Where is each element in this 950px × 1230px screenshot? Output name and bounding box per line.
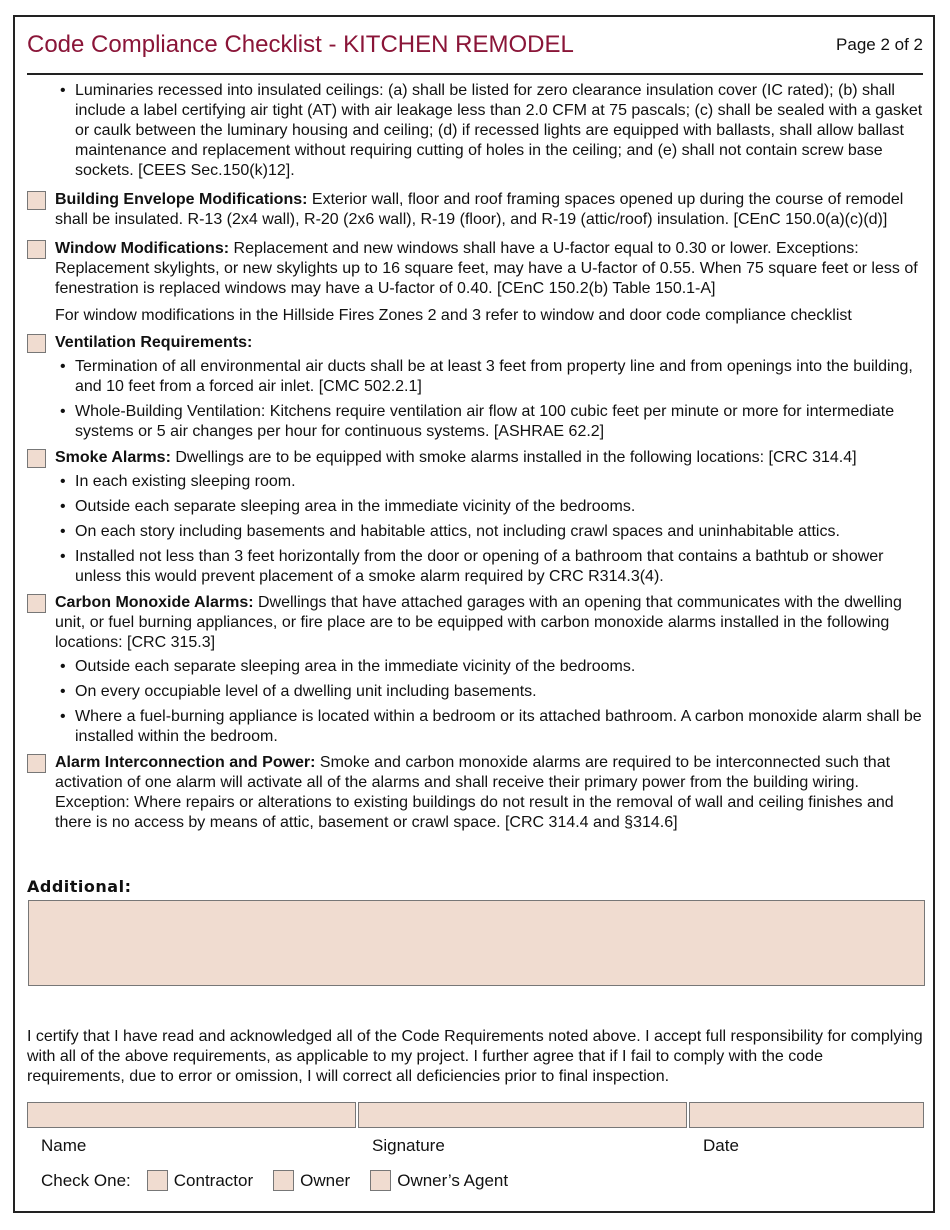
co-bullets (27, 657, 923, 747)
window-note: For window modifications in the Hillside Fires Zones 2 and 3 refer to window and door code compliance checklist (55, 307, 852, 324)
check-one-label: Check One: (41, 1170, 131, 1190)
checklist-item-envelope (27, 190, 923, 230)
list-item: • On each story including basements and habitable attics, not including crawl spaces and uninhabitable attics. (27, 522, 923, 542)
item-heading: Alarm Interconnection and Power: (55, 754, 316, 771)
date-label: Date (703, 1136, 739, 1155)
checkbox-window[interactable] (27, 240, 46, 259)
page-number: Page 2 of 2 (836, 35, 923, 54)
checklist-item-ventilation (27, 333, 923, 353)
checkbox-ventilation[interactable] (27, 334, 46, 353)
form-frame (13, 15, 935, 1213)
item-heading: Smoke Alarms: (55, 449, 171, 466)
item-heading: Carbon Monoxide Alarms: (55, 594, 254, 611)
list-item: • Where a fuel-burning appliance is located within a bedroom or its attached bathroom. A carbon monoxide alarm shall be installed within the bedroom. (27, 707, 923, 747)
item-heading: Window Modifications: (55, 240, 230, 257)
list-item: • Termination of all environmental air ducts shall be at least 3 feet from property line and from openings into the building, and 10 feet from a forced air inlet. [CMC 502.2.1] (27, 357, 923, 397)
list-item: • Luminaries recessed into insulated ceilings: (a) shall be listed for zero clearance insulation cover (IC rated); (b) shall include a label certifying air tight (AT) with air leakage less than 2.0 CFM at 75 pascals; (c) shall be sealed with a gasket or caulk between the luminary housing and ceiling; (d) if recessed lights are equipped with ballasts, shall allow ballast maintenance and replacement without requiring cutting of holes in the ceiling; and (e) shall not contain screw base sockets. [CEES Sec.150(k)12]. (27, 81, 923, 181)
checklist-item-window (27, 239, 923, 299)
item-text: Dwellings are to be equipped with smoke alarms installed in the following locations: [CRC 314.4] (170, 449, 857, 466)
checklist-item-co (27, 593, 923, 653)
option-label: Contractor (173, 1170, 254, 1190)
checkbox-smoke[interactable] (27, 449, 46, 468)
checkbox-envelope[interactable] (27, 191, 46, 210)
smoke-bullets (27, 472, 923, 587)
list-item: • In each existing sleeping room. (27, 472, 923, 492)
checkbox-owner[interactable] (273, 1170, 294, 1191)
date-field[interactable] (689, 1102, 924, 1128)
additional-field[interactable] (28, 900, 925, 986)
signature-label: Signature (372, 1136, 445, 1155)
item-heading: Building Envelope Modifications: (55, 191, 308, 208)
header (27, 31, 923, 75)
list-item: • Outside each separate sleeping area in the immediate vicinity of the bedrooms. (27, 657, 923, 677)
certification-text: I certify that I have read and acknowledged all of the Code Requirements noted above. I accept full responsibility for complying with all of the above requirements, as applicable to my project. I further agree that if I fail to comply with the code requirements, due to error or omission, I will correct all deficiencies prior to final inspection. (27, 1028, 923, 1085)
item-heading: Ventilation Requirements: (55, 334, 253, 351)
item-text: Exterior wall, floor and roof framing spaces opened up during the course of remodel shall be insulated. R-13 (2x4 wall), R-20 (2x6 wall), R-19 (floor), and R-19 (attic/roof) insulation. [CEnC 150.0(a)(c)(d)] (55, 191, 904, 228)
ventilation-bullets (27, 357, 923, 442)
checkbox-interconnect[interactable] (27, 754, 46, 773)
checkbox-co[interactable] (27, 594, 46, 613)
checklist-item-smoke (27, 448, 923, 468)
list-item: • On every occupiable level of a dwelling unit including basements. (27, 682, 923, 702)
item-text: Dwellings that have attached garages with an opening that communicates with the dwelling unit, or fuel burning appliances, or fire place are to be equipped with carbon monoxide alarms installed in the following locations: [CRC 315.3] (55, 594, 902, 651)
checklist-item-interconnect (27, 753, 923, 833)
intro-bullets (27, 81, 923, 181)
checkbox-contractor[interactable] (147, 1170, 168, 1191)
item-text: Replacement and new windows shall have a U-factor equal to 0.30 or lower. Exceptions: Replacement skylights, or new skylights up to 16 square feet, may have a U-factor of 0.55. When 75 square feet or less of fenestration is replaced windows may have a U-factor of 0.40. [CEnC 150.2(b) Table 150.1-A] (55, 240, 918, 297)
list-item: • Installed not less than 3 feet horizontally from the door or opening of a bathroom that contains a bathtub or shower unless this would prevent placement of a smoke alarm required by CRC R314.3(4). (27, 547, 923, 587)
option-label: Owner’s Agent (397, 1170, 509, 1190)
option-owner[interactable] (273, 1170, 350, 1191)
signature-field[interactable] (358, 1102, 687, 1128)
name-field[interactable] (27, 1102, 356, 1128)
page-title: Code Compliance Checklist - KITCHEN REMODEL (27, 31, 574, 58)
additional-label: Additional: (27, 877, 132, 896)
option-owners-agent[interactable] (370, 1170, 508, 1191)
list-item: • Whole-Building Ventilation: Kitchens require ventilation air flow at 100 cubic feet per minute or more for intermediate systems or 5 air changes per hour for continuous systems. [ASHRAE 62.2] (27, 402, 923, 442)
option-label: Owner (300, 1170, 351, 1190)
name-label: Name (41, 1136, 87, 1155)
checklist-content (27, 81, 923, 833)
option-contractor[interactable] (147, 1170, 253, 1191)
check-one-group (41, 1170, 528, 1191)
list-item: • Outside each separate sleeping area in the immediate vicinity of the bedrooms. (27, 497, 923, 517)
item-text: Smoke and carbon monoxide alarms are required to be interconnected such that activation of one alarm will activate all of the alarms and shall receive their primary power from the building wiring. Exception: Where repairs or alterations to existing buildings do not result in the removal of wall and ceiling finishes and there is no access by means of attic, basement or crawl space. [CRC 314.4 and §314.6] (55, 754, 894, 831)
checkbox-owners-agent[interactable] (370, 1170, 391, 1191)
